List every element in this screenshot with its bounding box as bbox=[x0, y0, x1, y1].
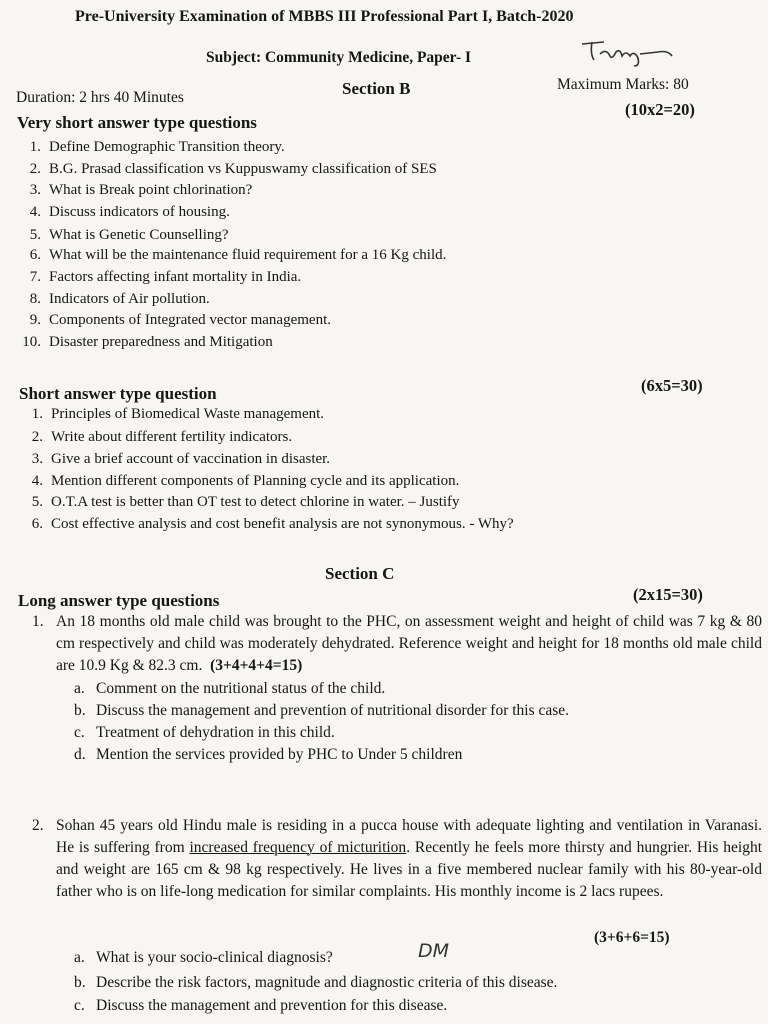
section-b-title: Section B bbox=[342, 79, 411, 98]
short-answer-heading: Short answer type question bbox=[19, 384, 217, 403]
list-item: 10. Disaster preparedness and Mitigation bbox=[22, 334, 273, 350]
subject-line: Subject: Community Medicine, Paper- I bbox=[206, 49, 472, 66]
list-item: 5. What is Genetic Counselling? bbox=[29, 227, 229, 243]
long-answer-marks: (2x15=30) bbox=[633, 585, 703, 604]
handwritten-signature bbox=[578, 36, 678, 75]
long-answer-heading: Long answer type questions bbox=[18, 591, 220, 610]
list-item: 7. Factors affecting infant mortality in India. bbox=[29, 269, 302, 285]
q1-marks: (3+4+4+4=15) bbox=[210, 657, 303, 674]
long-question-2: 2. Sohan 45 years old Hindu male is residing in a pucca house with adequate lighting and ventilation in Varanasi. He is suffering from increased frequency of micturition. Recently he feels more thirsty and hungrier. His height and weight are 165 cm & 98 kg respectively. He lives in a five membered nuclear family with his 80-year-old father who is on life-long medication for similar complaints. His monthly income is 2 lacs rupees. bbox=[32, 815, 762, 945]
list-item: 6. What will be the maintenance fluid requirement for a 16 Kg child. bbox=[29, 247, 447, 263]
list-item: c. Treatment of dehydration in this child. bbox=[74, 724, 335, 741]
list-item: 9. Components of Integrated vector management. bbox=[29, 312, 331, 328]
section-c-title: Section C bbox=[325, 564, 395, 583]
q2-marks: (3+6+6=15) bbox=[594, 929, 670, 946]
very-short-marks: (10x2=20) bbox=[625, 100, 695, 119]
list-item: 8. Indicators of Air pollution. bbox=[29, 291, 210, 307]
list-item: 4. Discuss indicators of housing. bbox=[29, 204, 230, 220]
list-item: 3. What is Break point chlorination? bbox=[29, 182, 253, 198]
list-item: 3. Give a brief account of vaccination in disaster. bbox=[31, 451, 331, 467]
duration: Duration: 2 hrs 40 Minutes bbox=[16, 89, 184, 106]
short-answer-marks: (6x5=30) bbox=[641, 376, 703, 395]
underlined-phrase: increased frequency of micturition bbox=[189, 839, 407, 856]
long-question-1-text: An 18 months old male child was brought to the PHC, on assessment weight and height of child was 7 kg & 80 cm respectively and child was moderately dehydrated. Reference weight and height for 18 months old male child are 10.9 Kg & 82.3 cm. (3+4+4+4=15) bbox=[56, 613, 762, 674]
list-item: 2. B.G. Prasad classification vs Kuppuswamy classification of SES bbox=[29, 161, 437, 177]
very-short-heading: Very short answer type questions bbox=[17, 113, 257, 132]
long-question-2-text: Sohan 45 years old Hindu male is residing in a pucca house with adequate lighting and ventilation in Varanasi. He is suffering from increased frequency of micturition. Recently he feels more thirsty and hungrier. His height and weight are 165 cm & 98 kg respectively. He lives in a five membered nuclear family with his 80-year-old father who is on life-long medication for similar complaints. His monthly income is 2 lacs rupees. bbox=[56, 817, 762, 900]
list-item: a. What is your socio-clinical diagnosis? bbox=[74, 949, 333, 966]
list-item: 2. Write about different fertility indicators. bbox=[31, 429, 293, 445]
list-item: a. Comment on the nutritional status of the child. bbox=[74, 680, 386, 697]
list-item: c. Discuss the management and prevention for this disease. bbox=[74, 997, 448, 1014]
long-question-1: 1. An 18 months old male child was brought to the PHC, on assessment weight and height of child was 7 kg & 80 cm respectively and child was moderately dehydrated. Reference weight and height for 18 months old male child are 10.9 Kg & 82.3 cm. (3+4+4+4=15) bbox=[32, 611, 762, 681]
list-item: b. Discuss the management and prevention of nutritional disorder for this case. bbox=[74, 702, 570, 719]
list-item: d. Mention the services provided by PHC to Under 5 children bbox=[74, 746, 463, 763]
list-item: 5. O.T.A test is better than OT test to detect chlorine in water. – Justify bbox=[31, 494, 460, 510]
list-item: 4. Mention different components of Planning cycle and its application. bbox=[31, 473, 460, 489]
maximum-marks: Maximum Marks: 80 bbox=[557, 76, 689, 93]
signature-icon bbox=[578, 36, 678, 70]
list-item: 6. Cost effective analysis and cost benefit analysis are not synonymous. - Why? bbox=[31, 516, 514, 532]
list-item: 1. Principles of Biomedical Waste management. bbox=[31, 406, 325, 422]
list-item: b. Describe the risk factors, magnitude and diagnostic criteria of this disease. bbox=[74, 974, 558, 991]
list-item: 1. Define Demographic Transition theory. bbox=[29, 139, 285, 155]
handwritten-note: DM bbox=[418, 940, 450, 962]
exam-title: Pre-University Examination of MBBS III Professional Part I, Batch-2020 bbox=[75, 8, 574, 25]
